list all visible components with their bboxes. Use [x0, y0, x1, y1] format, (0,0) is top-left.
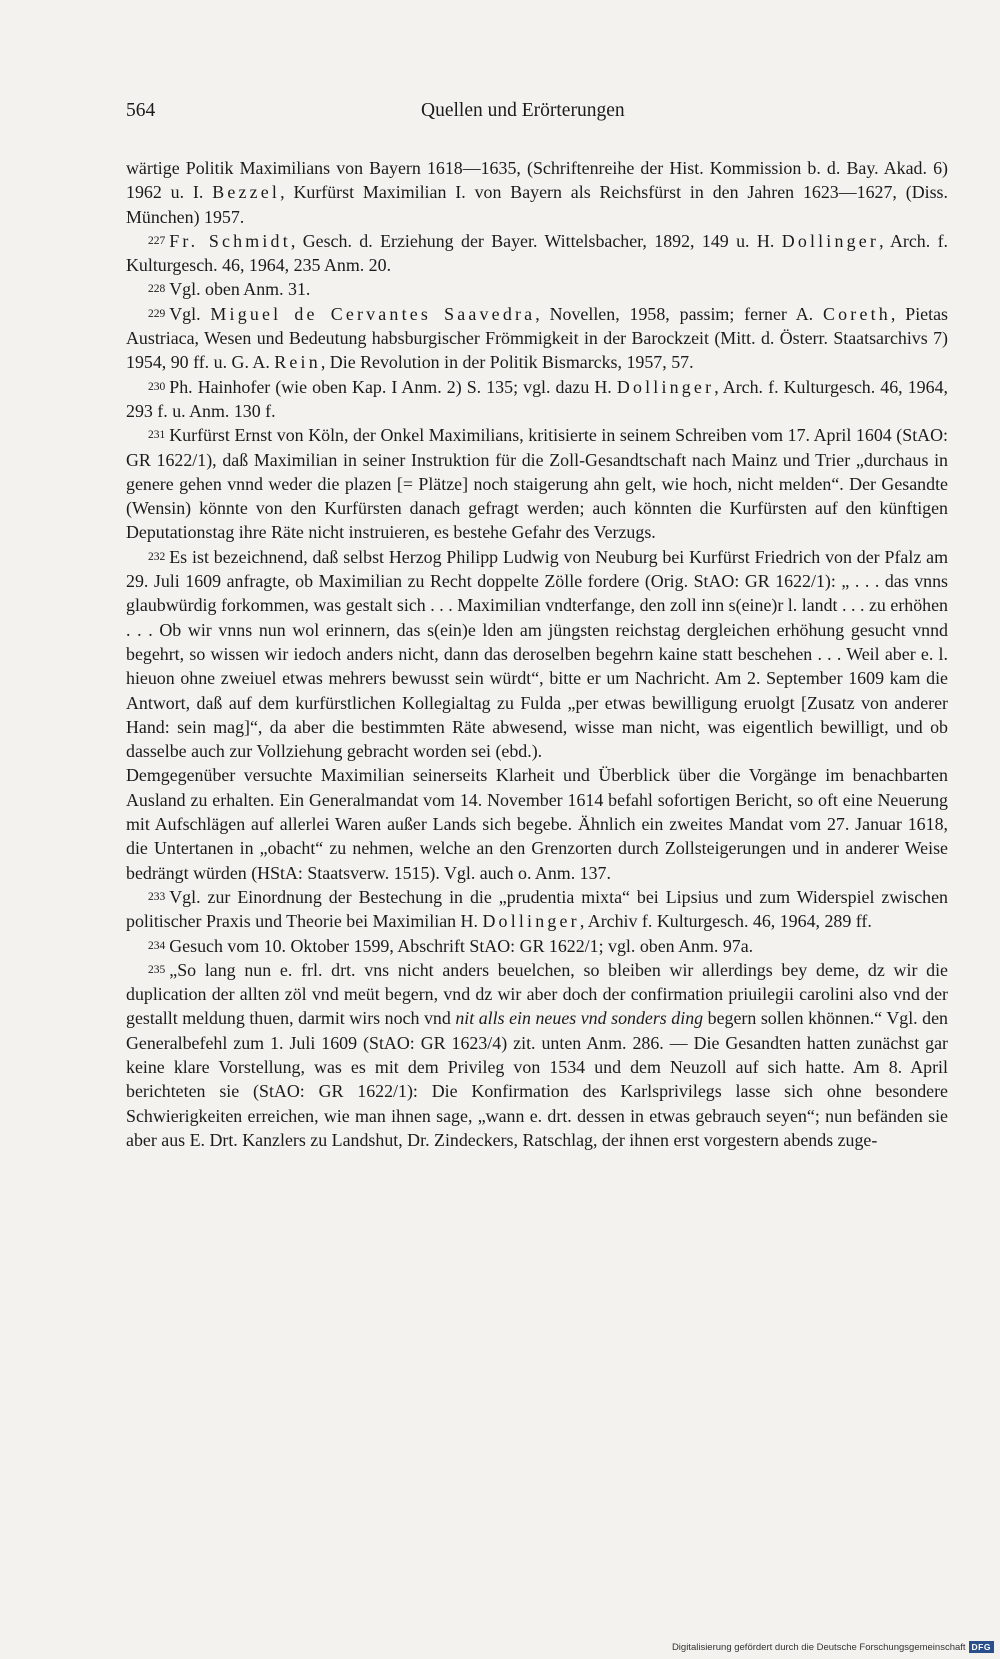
text-run: , Archiv f. Kulturgesch. 46, 1964, 289 ff.: [579, 911, 872, 932]
italic-text: nit alls ein neues vnd sonders ding: [455, 1008, 704, 1029]
footnote-number: 234: [148, 939, 166, 952]
footnote-228: [126, 277, 948, 301]
author-name: Fr. Schmidt: [169, 230, 291, 251]
footnote-229: [126, 302, 948, 375]
text-run: „So lang nun e. frl. drt. vns nicht anders beuelchen, so bleiben wir allerdings bey deme, dz wir die duplication der allten zöl vnd meüt begern, vnd dz wir aber doch der confirmation priuilegii carolini also vnd der gestallt meldung thuen, darmit wirs noch vnd: [126, 959, 948, 1029]
text-run: , Novellen, 1958, passim; ferner A.: [535, 303, 824, 324]
footnote-number: 227: [148, 234, 166, 247]
page-header: [126, 96, 948, 132]
footnote-continuation: [126, 156, 948, 229]
footnote-230: [126, 375, 948, 424]
footnote-235: [126, 958, 948, 1152]
digitization-credit: [672, 1641, 994, 1653]
author-name: Dollinger: [482, 911, 580, 932]
running-head: Quellen und Erörterungen: [421, 100, 625, 121]
page-number: 564: [126, 100, 156, 121]
text-run: Kurfürst Ernst von Köln, der Onkel Maximilians, kritisierte in seinem Schreiben vom 17. April 1604 (StAO: GR 1622/1), daß Maximilian in seiner Instruktion für die Zoll-Gesandtschaft nach Mainz und Trier „durchaus in genere gehen vnnd weder die plazen [= Plätze] noch staigerung ahn gelt, wie hoch, nicht melden“. Der Gesandte (Wensin) könnte von den Kurfürsten danach gefragt werden; auch könnten die Kurfürsten auf den künftigen Deputationstag ihre Räte nicht instruieren, es bestehe Gefahr des Verzugs.: [126, 425, 948, 543]
footnote-number: 232: [148, 550, 166, 563]
text-run: , Arch. f. Kulturgesch. 46, 1964, 235 Anm. 20.: [126, 230, 948, 276]
author-name: Dollinger: [616, 376, 715, 397]
author-name: Dollinger: [781, 230, 880, 251]
footnote-233: [126, 885, 948, 934]
text-run: begern sollen khönnen.“ Vgl. den Generalbefehl zum 1. Juli 1609 (StAO: GR 1623/4) zit. unten Anm. 286. — Die Gesandten hatten zunächst gar keine klare Vorstellung, was es mit dem Privileg von 1534 und dem Neuzoll auf sich hatte. Am 8. April berichteten sie (StAO: GR 1622/1): Die Konfirmation des Karlsprivilegs lasse sich ohne besondere Schwierigkeiten erreichen, wie man ihnen sage, „wann e. drt. dessen in etwas gebrauch seyen“; nun befänden sie aber aus E. Drt. Kanzlers zu Landshut, Dr. Zindeckers, Ratschlag, der ihnen erst vorgestern abends zuge-: [126, 1008, 948, 1150]
footnote-number: 233: [148, 890, 166, 903]
text-run: , Pietas Austriaca, Wesen und Bedeutung habsburgischer Frömmigkeit in der Barockzeit (Mitt. d. Österr. Staatsarchivs 7) 1954, 90 ff. u. G. A.: [126, 303, 948, 373]
footnote-227: [126, 229, 948, 278]
text-run: , Die Revolution in der Politik Bismarcks, 1957, 57.: [320, 352, 694, 373]
footnote-234: [126, 934, 948, 958]
text-run: Ph. Hainhofer (wie oben Kap. I Anm. 2) S. 135; vgl. dazu H.: [169, 376, 617, 397]
text-run: Demgegenüber versuchte Maximilian seinerseits Klarheit und Überblick über die Vorgänge im benachbarten Ausland zu erhalten. Ein Generalmandat vom 14. November 1614 befahl sofortigen Bericht, so oft eine Neuerung mit Aufschlägen auf allerlei Waren außer Lands sich begebe. Ähnlich ein zweites Mandat vom 27. Januar 1618, die Untertanen in „obacht“ zu nehmen, welche an den Grenzorten durch Zollsteigerungen und in anderer Weise bedrängt würden (HStA: Staatsverw. 1515). Vgl. auch o. Anm. 137.: [126, 765, 948, 883]
author-name: Coreth: [823, 303, 891, 324]
footnotes-body: [126, 156, 948, 1152]
dfg-logo: DFG: [969, 1641, 994, 1653]
text-run: , Gesch. d. Erziehung der Bayer. Wittelsbacher, 1892, 149 u. H.: [290, 230, 782, 251]
footnote-232: [126, 545, 948, 764]
credit-text: Digitalisierung gefördert durch die Deutsche Forschungsgemeinschaft: [671, 1641, 966, 1653]
footnote-number: 229: [148, 307, 166, 320]
text-run: , Arch. f. Kulturgesch. 46, 1964, 293 f. u. Anm. 130 f.: [126, 376, 948, 421]
author-name: Rein: [274, 352, 321, 373]
book-page: [126, 96, 948, 1152]
text-run: Es ist bezeichnend, daß selbst Herzog Philipp Ludwig von Neuburg bei Kurfürst Friedrich von der Pfalz am 29. Juli 1609 anfragte, ob Maximilian zu Recht doppelte Zölle fordere (Orig. StAO: GR 1622/1): „ . . . das vnns glaubwürdig forkommen, was gestalt sich . . . Maximilian vndterfange, den zoll inn s(eine)r l. landt . . . zu erhöhen . . . Ob wir vnns nun wol erinnern, das s(ein)e lden am jüngsten reichstag dergleichen erhöhung gesucht vnnd begehrt, so wissen wir iedoch anders nicht, dann das deroselben begehrn kaine statt beschehen . . . Weil aber e. l. hieuon ohne zweiuel etwas mehrers bewusst sein würdt“, bitte er um Nachricht. Am 2. September 1609 kam die Antwort, daß auf dem kurfürstlichen Kollegialtag zu Fulda „per etwas bewilligung eruolgt [Zusatz von anderer Hand: sein mag]“, da aber die bestimmten Räte abwesend, wisse man nicht, was eigentlich bewilligt, und ob dasselbe auch zur Vollziehung gebracht worden sei (ebd.).: [126, 546, 948, 762]
footnote-231: [126, 423, 948, 544]
footnote-number: 231: [148, 429, 166, 442]
footnote-number: 235: [148, 963, 166, 976]
author-name: Miguel de Cervantes Saavedra: [210, 303, 536, 324]
footnote-number: 230: [148, 380, 166, 393]
text-run: Vgl. zur Einordnung der Bestechung in die „prudentia mixta“ bei Lipsius und zum Widerspiel zwischen politischer Praxis und Theorie bei Maximilian H.: [126, 886, 948, 932]
author-name: Bezzel: [212, 182, 281, 203]
text-run: Vgl. oben Anm. 31.: [169, 279, 311, 300]
text-run: Gesuch vom 10. Oktober 1599, Abschrift StAO: GR 1622/1; vgl. oben Anm. 97a.: [169, 935, 754, 956]
text-run: , Kurfürst Maximilian I. von Bayern als Reichsfürst in den Jahren 1623—1627, (Diss. München) 1957.: [126, 182, 948, 227]
text-run: wärtige Politik Maximilians von Bayern 1618—1635, (Schriftenreihe der Hist. Kommission b. d. Bay. Akad. 6) 1962 u. I.: [126, 158, 948, 203]
footnote-number: 228: [148, 283, 166, 296]
footnote-paragraph: [126, 763, 948, 884]
text-run: Vgl.: [169, 303, 211, 324]
